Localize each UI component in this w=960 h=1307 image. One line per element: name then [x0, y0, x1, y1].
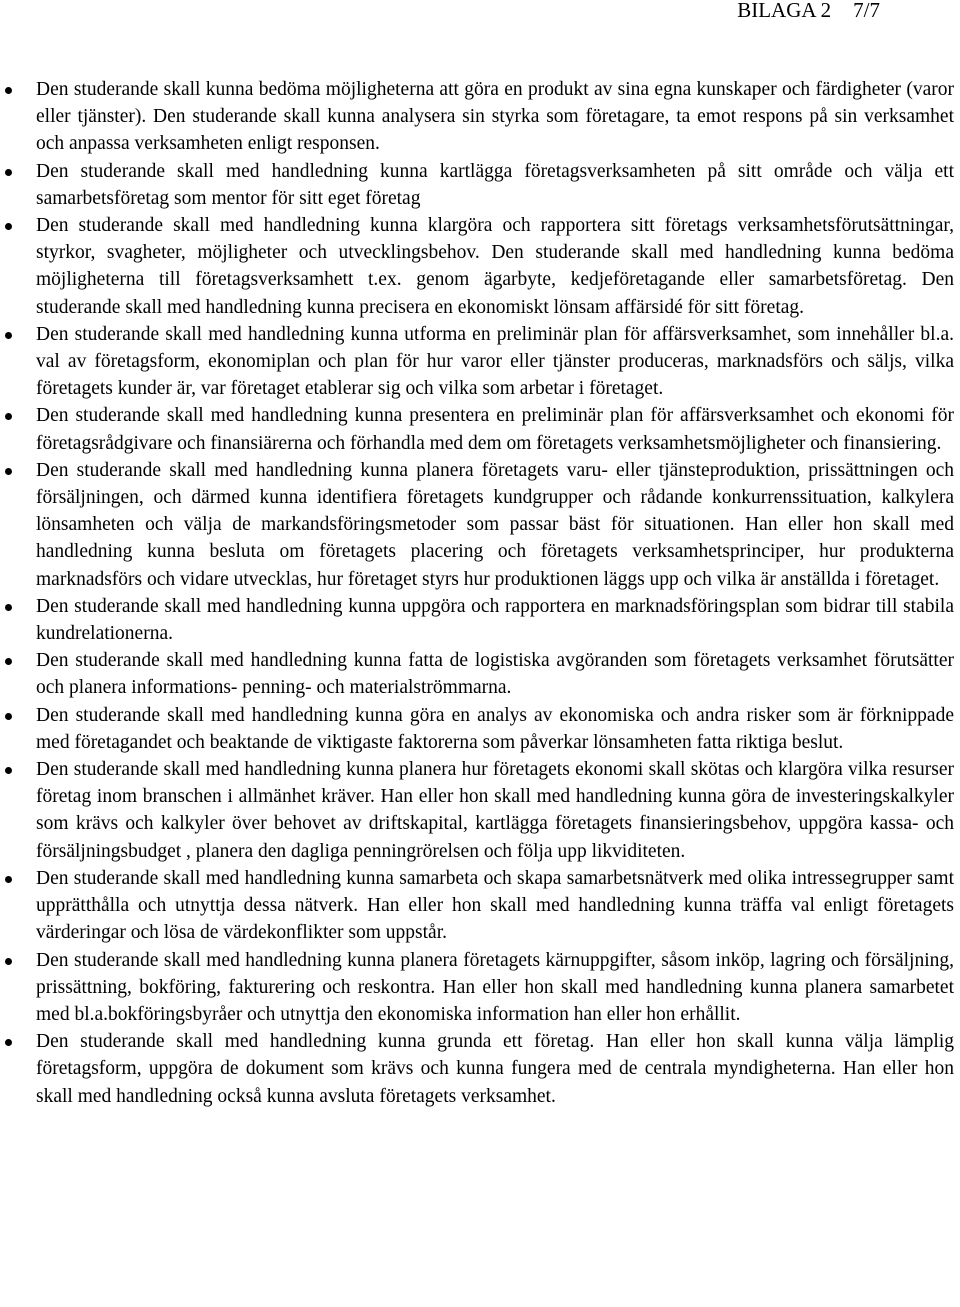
list-item	[0, 593, 960, 647]
list-item	[0, 947, 960, 1029]
list-item-text: Den studerande skall kunna bedöma möjligheterna att göra en produkt av sina egna kunskaper och färdigheter (varor eller tjänster). Den studerande skall kunna analysera sin styrka som företagare, ta emot respons på sin verksamhet och anpassa verksamheten enligt responsen.	[36, 79, 954, 155]
page-header	[737, 0, 880, 23]
bullet-icon	[5, 87, 12, 94]
page-number: 7/7	[853, 0, 880, 22]
list-item-text: Den studerande skall med handledning kunna planera företagets varu- eller tjänsteproduktion, prissättningen och försäljningen, och därmed kunna identifiera företagets kundgrupper och rådande konkurrenssituation, kalkylera lönsamheten och välja de markandsföringsmetoder som passar bäst för situationen. Han eller hon skall med handledning kunna besluta om företagets placering och företagets verksamhetsprinciper, hur produkterna marknadsförs och vidare utvecklas, hur företaget styrs hur produktionen läggs upp och vilka är anställda i företaget.	[36, 459, 954, 590]
list-item-text: Den studerande skall med handledning kunna presentera en preliminär plan för affärsverksamhet och ekonomi för företagsrådgivare och finansiärerna och förhandla med dem om företagets verksamhetsmöjligheter och finansiering.	[36, 405, 954, 454]
bullet-icon	[5, 604, 12, 611]
list-item-text: Den studerande skall med handledning kunna grunda ett företag. Han eller hon skall kunna välja lämplig företagsform, uppgöra de dokument som krävs och kunna fungera med de centrala myndigheterna. Han eller hon skall med handledning också kunna avsluta företagets verksamhet.	[36, 1031, 954, 1107]
list-item	[0, 865, 960, 947]
list-item-text: Den studerande skall med handledning kunna göra en analys av ekonomiska och andra risker som är förknippade med företagandet och beaktande de viktigaste faktorerna som påverkar lönsamheten fatta riktiga beslut.	[36, 704, 954, 753]
list-item	[0, 647, 960, 701]
list-item	[0, 756, 960, 865]
list-item	[0, 457, 960, 593]
list-item-text: Den studerande skall med handledning kunna kartlägga företagsverksamheten på sitt område och välja ett samarbetsföretag som mentor för sitt eget företag	[36, 160, 954, 209]
list-item-text: Den studerande skall med handledning kunna samarbeta och skapa samarbetsnätverk med olika intressegrupper samt upprätthålla och utnyttja dessa nätverk. Han eller hon skall med handledning kunna träffa val enligt företagets värderingar och lösa de värdekonflikter som uppstår.	[36, 867, 954, 944]
list-item-text: Den studerande skall med handledning kunna fatta de logistiska avgöranden som företagets verksamhet förutsätter och planera informations- penning- och materialströmmarna.	[36, 650, 954, 699]
bullet-icon	[5, 468, 12, 475]
bullet-icon	[5, 223, 12, 230]
bullet-icon	[5, 1039, 12, 1046]
bullet-icon	[5, 713, 12, 720]
list-item	[0, 76, 960, 158]
list-item	[0, 321, 960, 403]
bullet-icon	[5, 169, 12, 176]
bullet-icon	[5, 767, 12, 774]
list-item-text: Den studerande skall med handledning kunna planera företagets kärnuppgifter, såsom inköp, lagring och försäljning, prissättning, bokföring, fakturering och reskontra. Han eller hon skall med handledning kunna planera samarbetet med bl.a.bokföringsbyråer och utnyttja den ekonomiska information han eller hon erhållit.	[36, 949, 954, 1025]
document-body	[0, 76, 960, 1110]
bullet-icon	[5, 413, 12, 420]
list-item	[0, 402, 960, 456]
bullet-icon	[5, 332, 12, 339]
list-item-text: Den studerande skall med handledning kunna klargöra och rapportera sitt företags verksamhetsförutsättningar, styrkor, svagheter, möjligheter och utvecklingsbehov. Den studerande skall med handledning kunna bedöma möjligheterna till företagsverksamhett t.ex. genom ägarbyte, kedjeföretagande eller samarbetsföretag. Den studerande skall med handledning kunna precisera en ekonomiskt lönsam affärsidé för sitt företag.	[36, 215, 954, 318]
learning-objectives-list	[0, 76, 960, 1110]
bullet-icon	[5, 876, 12, 883]
list-item	[0, 158, 960, 212]
list-item	[0, 1028, 960, 1110]
bullet-icon	[5, 958, 12, 965]
attachment-label: BILAGA 2	[737, 0, 832, 22]
list-item	[0, 702, 960, 756]
list-item-text: Den studerande skall med handledning kunna utforma en preliminär plan för affärsverksamhet, som innehåller bl.a. val av företagsform, ekonomiplan och plan för hur varor eller tjänster produceras, marknadsförs och säljs, vilka företagets kunder är, var företaget etablerar sig och vilka som arbetar i företaget.	[36, 323, 954, 400]
list-item	[0, 212, 960, 321]
bullet-icon	[5, 658, 12, 665]
list-item-text: Den studerande skall med handledning kunna planera hur företagets ekonomi skall skötas och klargöra vilka resurser företag inom branschen i allmänhet kräver. Han eller hon skall med handledning kunna göra de investeringskalkyler som krävs och kalkyler över behovet av driftskapital, kartlägga företagets finansieringsbehov, uppgöra kassa- och försäljningsbudget , planera den dagliga penningrörelsen och följa upp likviditeten.	[36, 759, 954, 862]
list-item-text: Den studerande skall med handledning kunna uppgöra och rapportera en marknadsföringsplan som bidrar till stabila kundrelationerna.	[36, 595, 954, 645]
